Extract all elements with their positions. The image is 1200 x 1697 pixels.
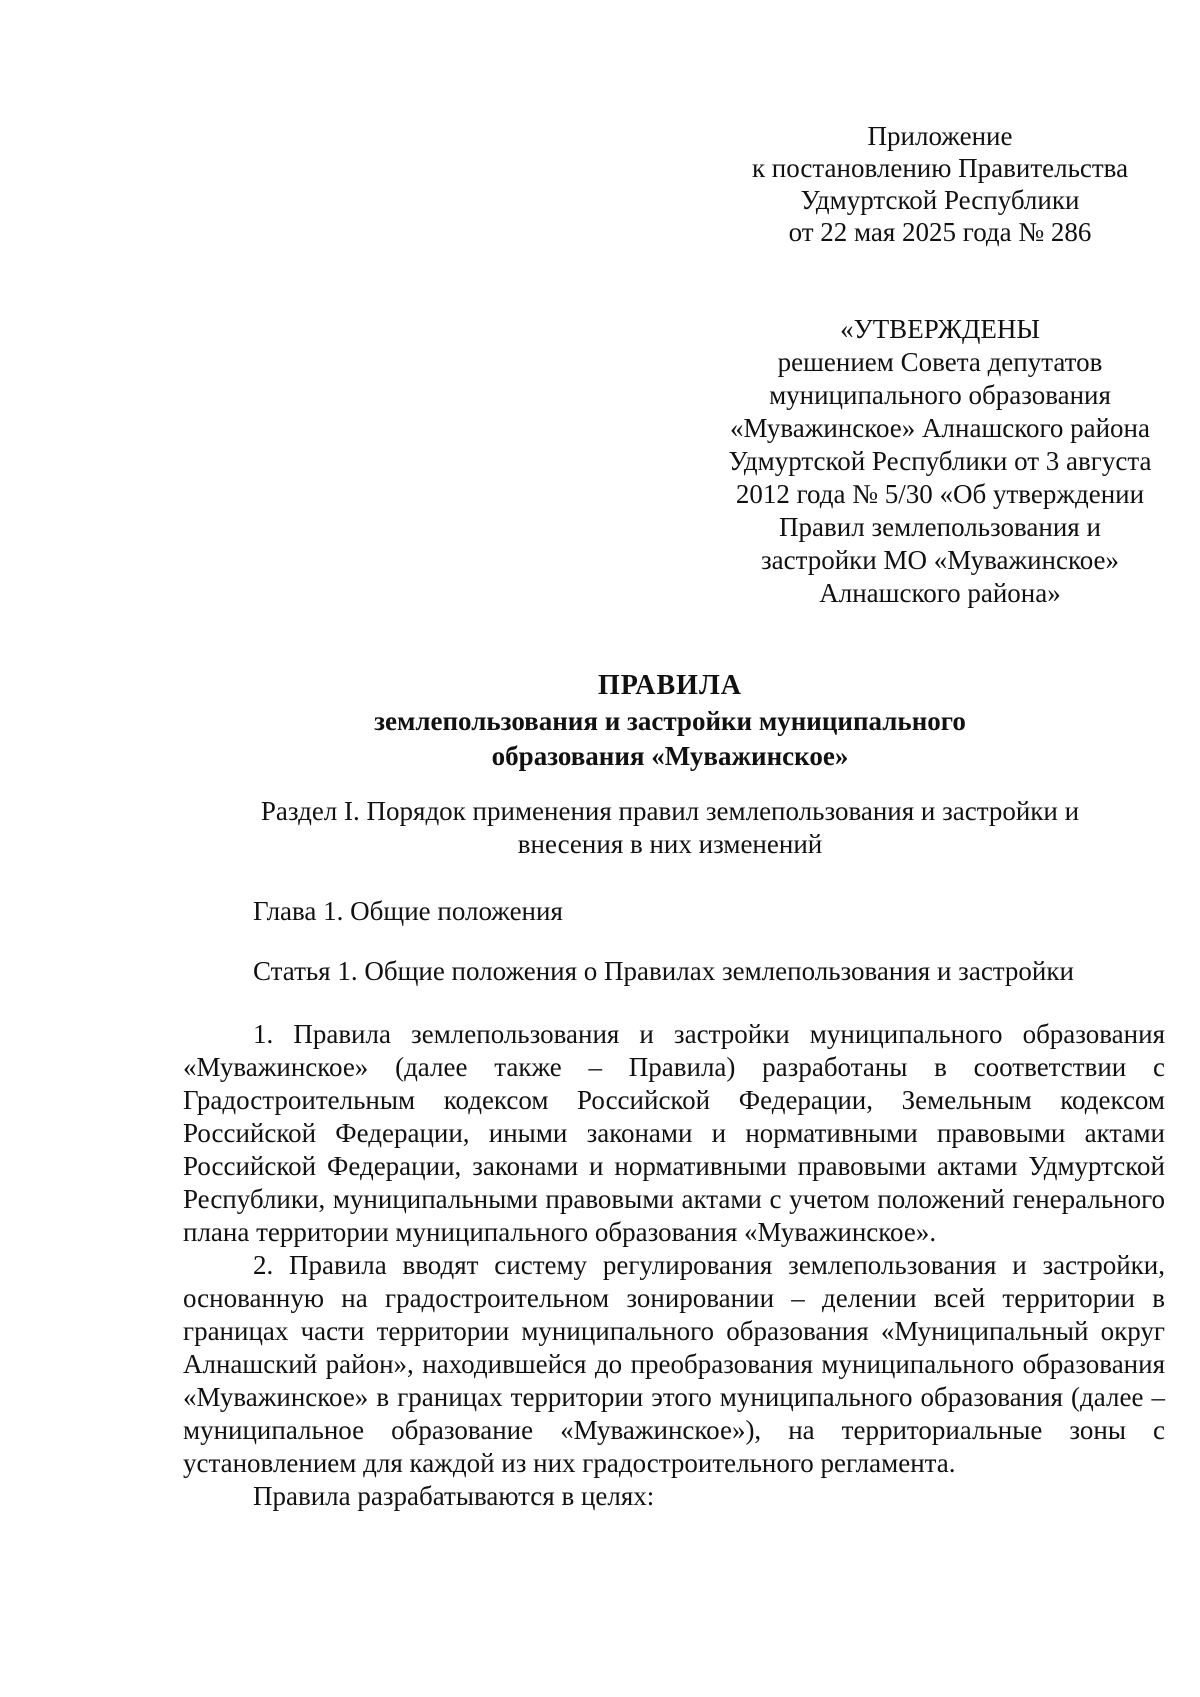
document-title	[180, 668, 1160, 774]
approval-line: Правил землепользования и	[779, 512, 1101, 542]
approval-line: Удмуртской Республики от 3 августа	[728, 446, 1152, 476]
chapter-heading: Глава 1. Общие положения	[253, 896, 563, 926]
appendix-line: от 22 мая 2025 года № 286	[788, 217, 1092, 247]
approval-stamp	[700, 313, 1180, 610]
body-text	[183, 1018, 1165, 1513]
paragraph: 2. Правила вводят систему регулирования землепользования и застройки, основанную на градостроительном зонировании – делении всей территории в границах части территории муниципального образования «Муниципальный округ Алнашский район», находившейся до преобразования муниципального образования «Муважинское» в границах территории этого муниципального образования (далее – муниципальное образование «Муважинское»), на территориальные зоны с установлением для каждой из них градостроительного регламента.	[183, 1250, 1165, 1478]
approval-line: 2012 года № 5/30 «Об утверждении	[735, 479, 1145, 509]
appendix-line: Приложение	[867, 121, 1013, 151]
title-sub-line: землепользования и застройки муниципального	[374, 706, 966, 736]
section-heading	[180, 795, 1160, 861]
section-heading-line: внесения в них изменений	[517, 829, 823, 859]
appendix-line: к постановлению Правительства	[751, 153, 1129, 183]
paragraph: Правила разрабатываются в целях:	[253, 1481, 655, 1511]
appendix-line: Удмуртской Республики	[800, 185, 1080, 215]
approval-line: решением Совета депутатов	[777, 347, 1103, 377]
section-heading-line: Раздел I. Порядок применения правил землепользования и застройки и	[260, 796, 1080, 826]
approval-line: «Муважинское» Алнашского района	[729, 413, 1150, 443]
approval-line: «УТВЕРЖДЕНЫ	[840, 314, 1040, 344]
title-main: ПРАВИЛА	[597, 670, 743, 701]
approval-line: муниципального образования	[769, 380, 1111, 410]
appendix-header	[700, 120, 1180, 248]
paragraph: 1. Правила землепользования и застройки муниципального образования «Муважинское» (далее также – Правила) разработаны в соответствии с Градостроительным кодексом Российской Федерации, Земельным кодексом Российской Федерации, иными законами и нормативными правовыми актами Российской Федерации, законами и нормативными правовыми актами Удмуртской Республики, муниципальными правовыми актами с учетом положений генерального плана территории муниципального образования «Муважинское».	[183, 1019, 1165, 1247]
title-sub-line: образования «Муважинское»	[491, 741, 849, 771]
approval-line: застройки МО «Муважинское»	[760, 545, 1120, 575]
article-heading: Статья 1. Общие положения о Правилах землепользования и застройки	[253, 956, 1074, 986]
approval-line: Алнашского района»	[819, 578, 1061, 608]
